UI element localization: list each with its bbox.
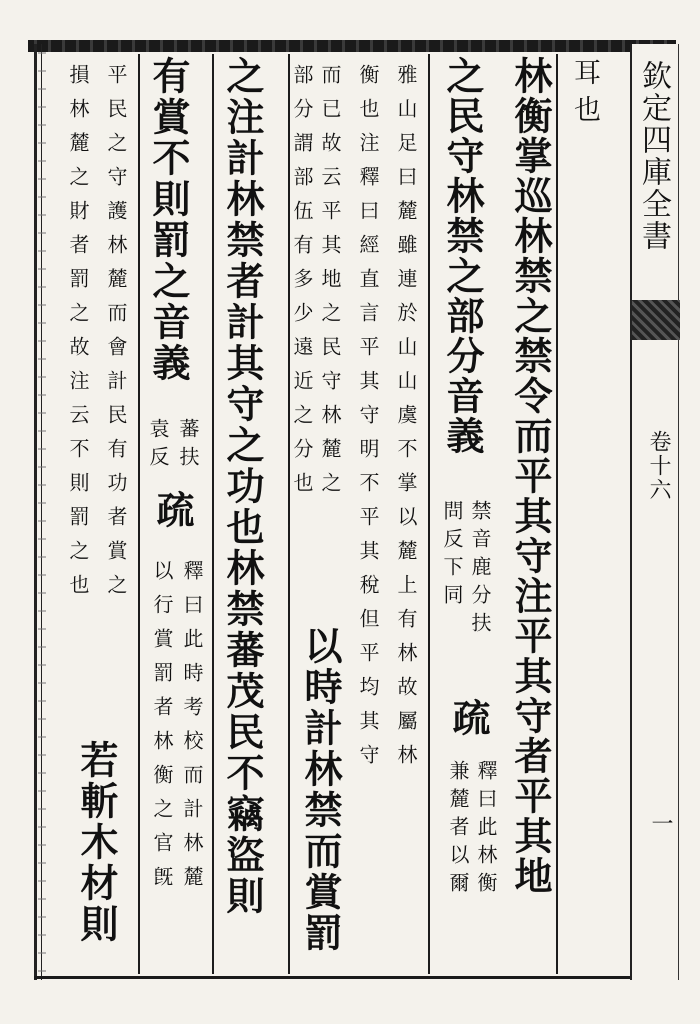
text-column: 疏	[446, 698, 491, 739]
annotation-column: 問反下同	[440, 500, 464, 612]
text-column: 耳也	[569, 58, 600, 132]
annotation-column: 部分謂部伍有多少遠近之分也	[290, 64, 314, 506]
bottom-border	[34, 976, 660, 979]
column-divider	[212, 54, 214, 974]
volume-number: 卷十六	[646, 430, 671, 502]
text-column: 之注計林禁者計其守之功也林禁蕃茂民不竊盜則	[220, 56, 265, 917]
annotation-column: 釋曰此林衡	[474, 760, 498, 900]
column-divider	[138, 54, 140, 974]
annotation-column: 衡也注釋曰經直言平其守明不平其稅但平均其守	[356, 64, 380, 778]
text-column: 有賞不則罰之音義	[146, 56, 191, 384]
annotation-column: 損林麓之財者罰之故注云不則罰之也	[66, 64, 90, 608]
column-divider	[428, 54, 430, 974]
annotation-column: 禁音鹿分扶	[468, 500, 492, 640]
book-title: 欽定四庫全書	[636, 60, 671, 252]
annotation-column: 釋曰此時考校而計林麓	[180, 560, 204, 900]
annotation-column: 以行賞罰者林衡之官旣	[150, 560, 174, 900]
text-column: 若斬木材則	[74, 740, 119, 945]
annotation-column: 而已故云平其地之民守林麓之	[318, 64, 342, 506]
annotation-column: 雅山足曰麓雖連於山山虞不掌以麓上有林故屬林	[394, 64, 418, 778]
fishtail-mark	[632, 300, 680, 340]
annotation-column: 兼麓者以爾	[446, 760, 470, 900]
annotation-column: 袁反	[146, 418, 170, 474]
column-divider	[556, 54, 558, 974]
text-column: 之民守林禁之部分音義	[440, 56, 485, 456]
text-column: 疏	[150, 490, 195, 531]
annotation-column: 蕃扶	[176, 418, 200, 474]
text-column: 以時計林禁而賞罰	[298, 626, 343, 954]
top-border	[28, 40, 676, 52]
page-number: 一	[648, 812, 673, 834]
text-column: 林衡掌巡林禁之禁令而平其守注平其守者平其地	[508, 56, 553, 896]
left-border-ornament	[38, 52, 46, 972]
annotation-column: 平民之守護林麓而會計民有功者賞之	[104, 64, 128, 608]
